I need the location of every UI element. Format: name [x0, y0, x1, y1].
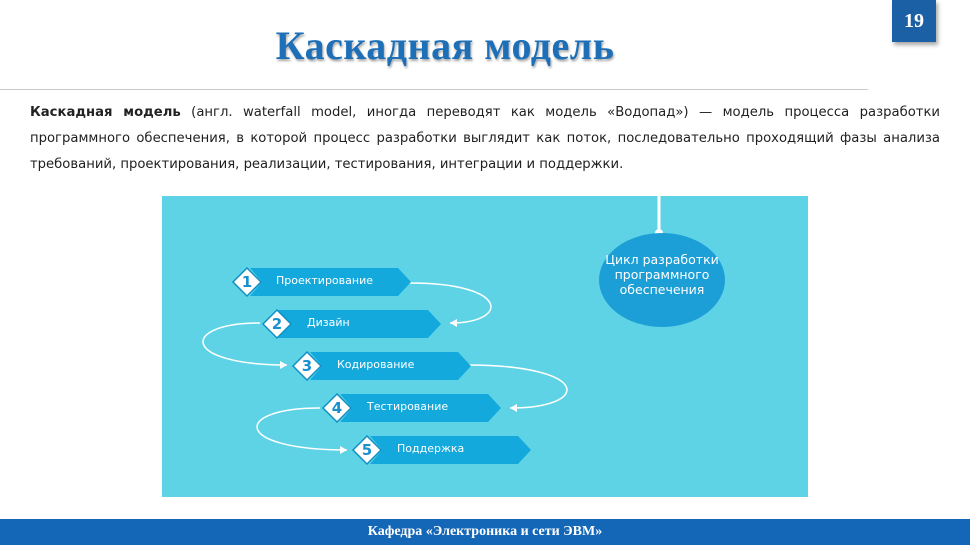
title-divider: [0, 89, 868, 90]
arrowhead-icon: [510, 404, 517, 412]
step-2-banner: [263, 310, 441, 338]
waterfall-diagram: [162, 196, 808, 497]
step-1-label: Проектирование: [276, 274, 373, 287]
cycle-label: Цикл разработки программного обеспечения: [605, 252, 719, 297]
step-5-label: Поддержка: [397, 442, 465, 455]
step-5-number: 5: [361, 441, 373, 459]
step-3-number: 3: [301, 357, 313, 375]
footer-bar: [0, 519, 970, 545]
waterfall-diagram-graphic: [162, 196, 808, 497]
page-number-badge: 19: [892, 0, 936, 42]
step-3-label: Кодирование: [337, 358, 415, 371]
slide-title: Каскадная модель: [275, 23, 615, 68]
definition-term: Каскадная модель: [30, 105, 181, 120]
definition-text: (англ. waterfall model, иногда переводят как модель «Водопад») — модель процесса разработки программного обеспечения, в которой процесс разработки выглядит как поток, последовательно проходящий фазы анализа требований, проектирования, реализации, тестирования, интеграции и поддержки.: [30, 105, 940, 172]
definition-paragraph: [30, 100, 940, 178]
arrowhead-icon: [450, 319, 457, 327]
footer-text: Кафедра «Электроника и сети ЭВМ»: [367, 524, 603, 539]
step-1-number: 1: [241, 273, 253, 291]
arrowhead-icon: [340, 446, 347, 454]
step-2-label: Дизайн: [307, 316, 350, 329]
step-4-label: Тестирование: [367, 400, 449, 413]
step-4-number: 4: [331, 399, 343, 417]
step-2-number: 2: [271, 315, 283, 333]
arrowhead-icon: [280, 361, 287, 369]
